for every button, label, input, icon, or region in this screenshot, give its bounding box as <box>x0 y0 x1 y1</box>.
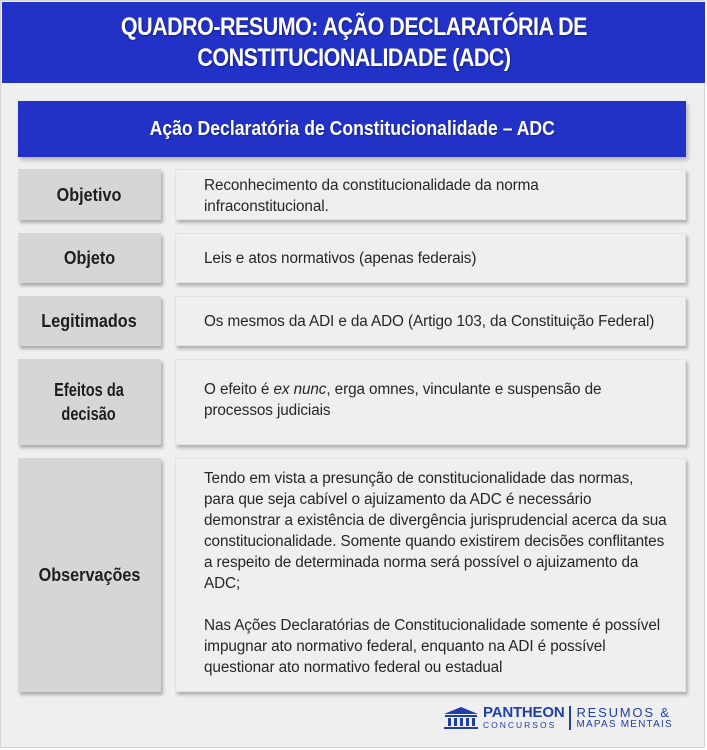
row-content-efeitos-da-decisao <box>175 359 686 445</box>
content-after: , erga omnes, vinculante e suspensão de processos judiciais <box>204 381 602 419</box>
table-title: Ação Declaratória de Constitucionalidade – ADC <box>149 117 555 140</box>
row-content-objeto <box>175 233 686 283</box>
row-label-line-2: decisão <box>62 404 117 424</box>
logo-tagline-line-1: RESUMOS & <box>576 704 671 720</box>
logo-brand-name: PANTHEON <box>483 703 565 721</box>
logo-tagline <box>576 706 672 731</box>
content-italic-term: ex nunc <box>273 381 327 398</box>
page-title-line-2: CONSTITUCIONALIDADE (ADC) <box>196 43 511 72</box>
pantheon-logo <box>442 705 673 731</box>
row-label-legitimados <box>18 296 161 346</box>
row-label-text: Legitimados <box>41 311 138 331</box>
row-content-objetivo <box>175 169 686 220</box>
row-content-text: Leis e atos normativos (apenas federais) <box>204 249 477 267</box>
row-content-legitimados <box>175 296 686 346</box>
row-label-objetivo <box>18 169 161 220</box>
row-content-paragraph-2: Nas Ações Declaratórias de Constitucionalidade somente é possível impugnar ato normativo federal, enquanto na ADI é possível questionar ato normativo federal ou estadual <box>204 617 661 676</box>
logo-brand <box>483 703 565 731</box>
page-title-banner <box>2 2 705 83</box>
row-label-text: Objeto <box>63 248 116 268</box>
row-content-text: Reconhecimento da constitucionalidade da norma infraconstitucional. <box>204 177 539 215</box>
row-content-observacoes <box>175 458 686 692</box>
row-label-objeto <box>18 233 161 283</box>
page-title-line-1: QUADRO-RESUMO: AÇÃO DECLARATÓRIA DE <box>120 12 587 41</box>
row-label-line-1: Efeitos da <box>54 380 125 400</box>
content-before: O efeito é <box>204 381 274 398</box>
row-label-efeitos-da-decisao <box>18 359 161 445</box>
row-content-text: Os mesmos da ADI e da ADO (Artigo 103, da Constituição Federal) <box>204 312 655 330</box>
row-content-text <box>204 379 667 421</box>
logo-tagline-line-2: MAPAS MENTAIS <box>576 718 673 730</box>
row-label-text: Observações <box>38 565 141 585</box>
table-title-bar <box>18 101 686 157</box>
row-label-observacoes <box>18 458 161 692</box>
page-title <box>120 12 586 74</box>
row-label-text: Objetivo <box>57 184 122 205</box>
logo-divider <box>569 706 571 730</box>
row-label-text <box>51 378 128 426</box>
logo-brand-sub: CONCURSOS <box>483 719 557 730</box>
temple-icon <box>442 706 480 730</box>
row-content-paragraph-1: Tendo em vista a presunção de constitucionalidade das normas, para que seja cabível o ajuizamento da ADC é necessário demonstrar a existência de divergência jurisprudencial acerca da sua constitucionalidade. Somente quando existirem decisões conflitantes a respeito de determinada norma será possível o ajuizamento da ADC; <box>204 470 667 592</box>
